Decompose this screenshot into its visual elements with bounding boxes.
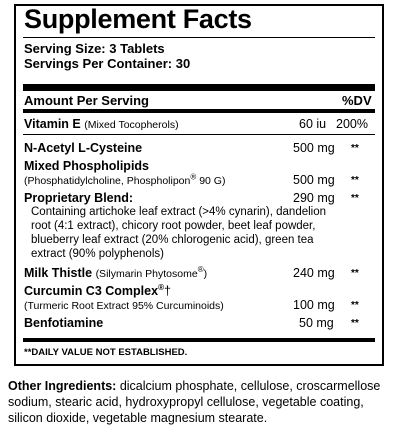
other-ingredients-label: Other Ingredients: [8, 379, 117, 393]
milk-thistle-amount: 240 mg [293, 266, 335, 280]
curcumin-dv: ** [351, 300, 359, 311]
mixed-phospholipids-name: Mixed Phospholipids [24, 159, 150, 173]
mixed-phospholipids-detail-text: (Phosphatidylcholine, Phospholipon [24, 175, 191, 187]
blend-line: Containing artichoke leaf extract (>4% cynarin), dandelion [31, 206, 327, 218]
mixed-phospholipids-detail [24, 174, 225, 188]
nac-name: N-Acetyl L-Cysteine [24, 141, 143, 155]
serving-size: Serving Size: 3 Tablets [24, 41, 165, 56]
blend-line: extract (90% polyphenols) [31, 248, 164, 260]
milk-thistle-row [24, 266, 207, 281]
mixed-phospholipids-detail-end: 90 G) [196, 175, 226, 187]
dagger-mark: † [163, 284, 171, 298]
milk-thistle-name: Milk Thistle [24, 266, 93, 280]
curcumin-name: Curcumin C3 Complex [24, 284, 159, 298]
dv-header: %DV [342, 93, 372, 108]
header-rule [23, 109, 375, 113]
benfotiamine-amount: 50 mg [299, 316, 334, 330]
vitamin-e-dv: 200% [336, 117, 368, 131]
curcumin-amount: 100 mg [293, 298, 335, 312]
vitamin-e-row [24, 117, 179, 132]
milk-thistle-dv: ** [351, 268, 359, 279]
bottom-rule [23, 338, 375, 342]
panel-title: Supplement Facts [24, 4, 252, 34]
mixed-phospholipids-dv: ** [351, 175, 359, 186]
milk-thistle-detail-end: ) [203, 268, 208, 280]
thick-rule [23, 84, 375, 91]
milk-thistle-detail: (Silymarin Phytosome [95, 268, 198, 280]
vitamin-rule [23, 134, 375, 135]
registered-mark: ® [190, 172, 197, 182]
proprietary-blend-name: Proprietary Blend: [24, 191, 134, 205]
supplement-facts-panel [14, 4, 384, 366]
nac-amount: 500 mg [293, 141, 335, 155]
footnote: **DAILY VALUE NOT ESTABLISHED. [24, 347, 188, 358]
other-ingredients [8, 378, 392, 426]
blend-line: root (4:1 extract), chicory root powder, beet leaf powder, [31, 220, 316, 232]
nac-dv: ** [351, 143, 359, 154]
title-rule [23, 37, 375, 38]
vitamin-e-detail: (Mixed Tocopherols) [84, 119, 179, 131]
mixed-phospholipids-amount: 500 mg [293, 173, 335, 187]
registered-mark: ® [197, 264, 204, 274]
servings-per-container: Servings Per Container: 30 [24, 56, 191, 71]
proprietary-blend-amount: 290 mg [293, 191, 335, 205]
blend-line: blueberry leaf extract (20% chlorogenic acid), green tea [31, 234, 314, 246]
other-ingredients-text: dicalcium phosphate, cellulose, croscarmellose sodium, stearic acid, hydroxypropyl cellulose, vegetable coating, silicon dioxide, vegetable magnesium stearate. [8, 379, 381, 425]
proprietary-blend-dv: ** [351, 193, 359, 204]
curcumin-row [24, 284, 171, 298]
vitamin-e-amount: 60 iu [299, 117, 327, 131]
benfotiamine-name: Benfotiamine [24, 316, 104, 330]
amount-header: Amount Per Serving [24, 93, 149, 108]
vitamin-e-name: Vitamin E [24, 117, 81, 131]
benfotiamine-dv: ** [351, 318, 359, 329]
curcumin-detail: (Turmeric Root Extract 95% Curcuminoids) [24, 300, 224, 312]
registered-mark: ® [158, 282, 164, 292]
